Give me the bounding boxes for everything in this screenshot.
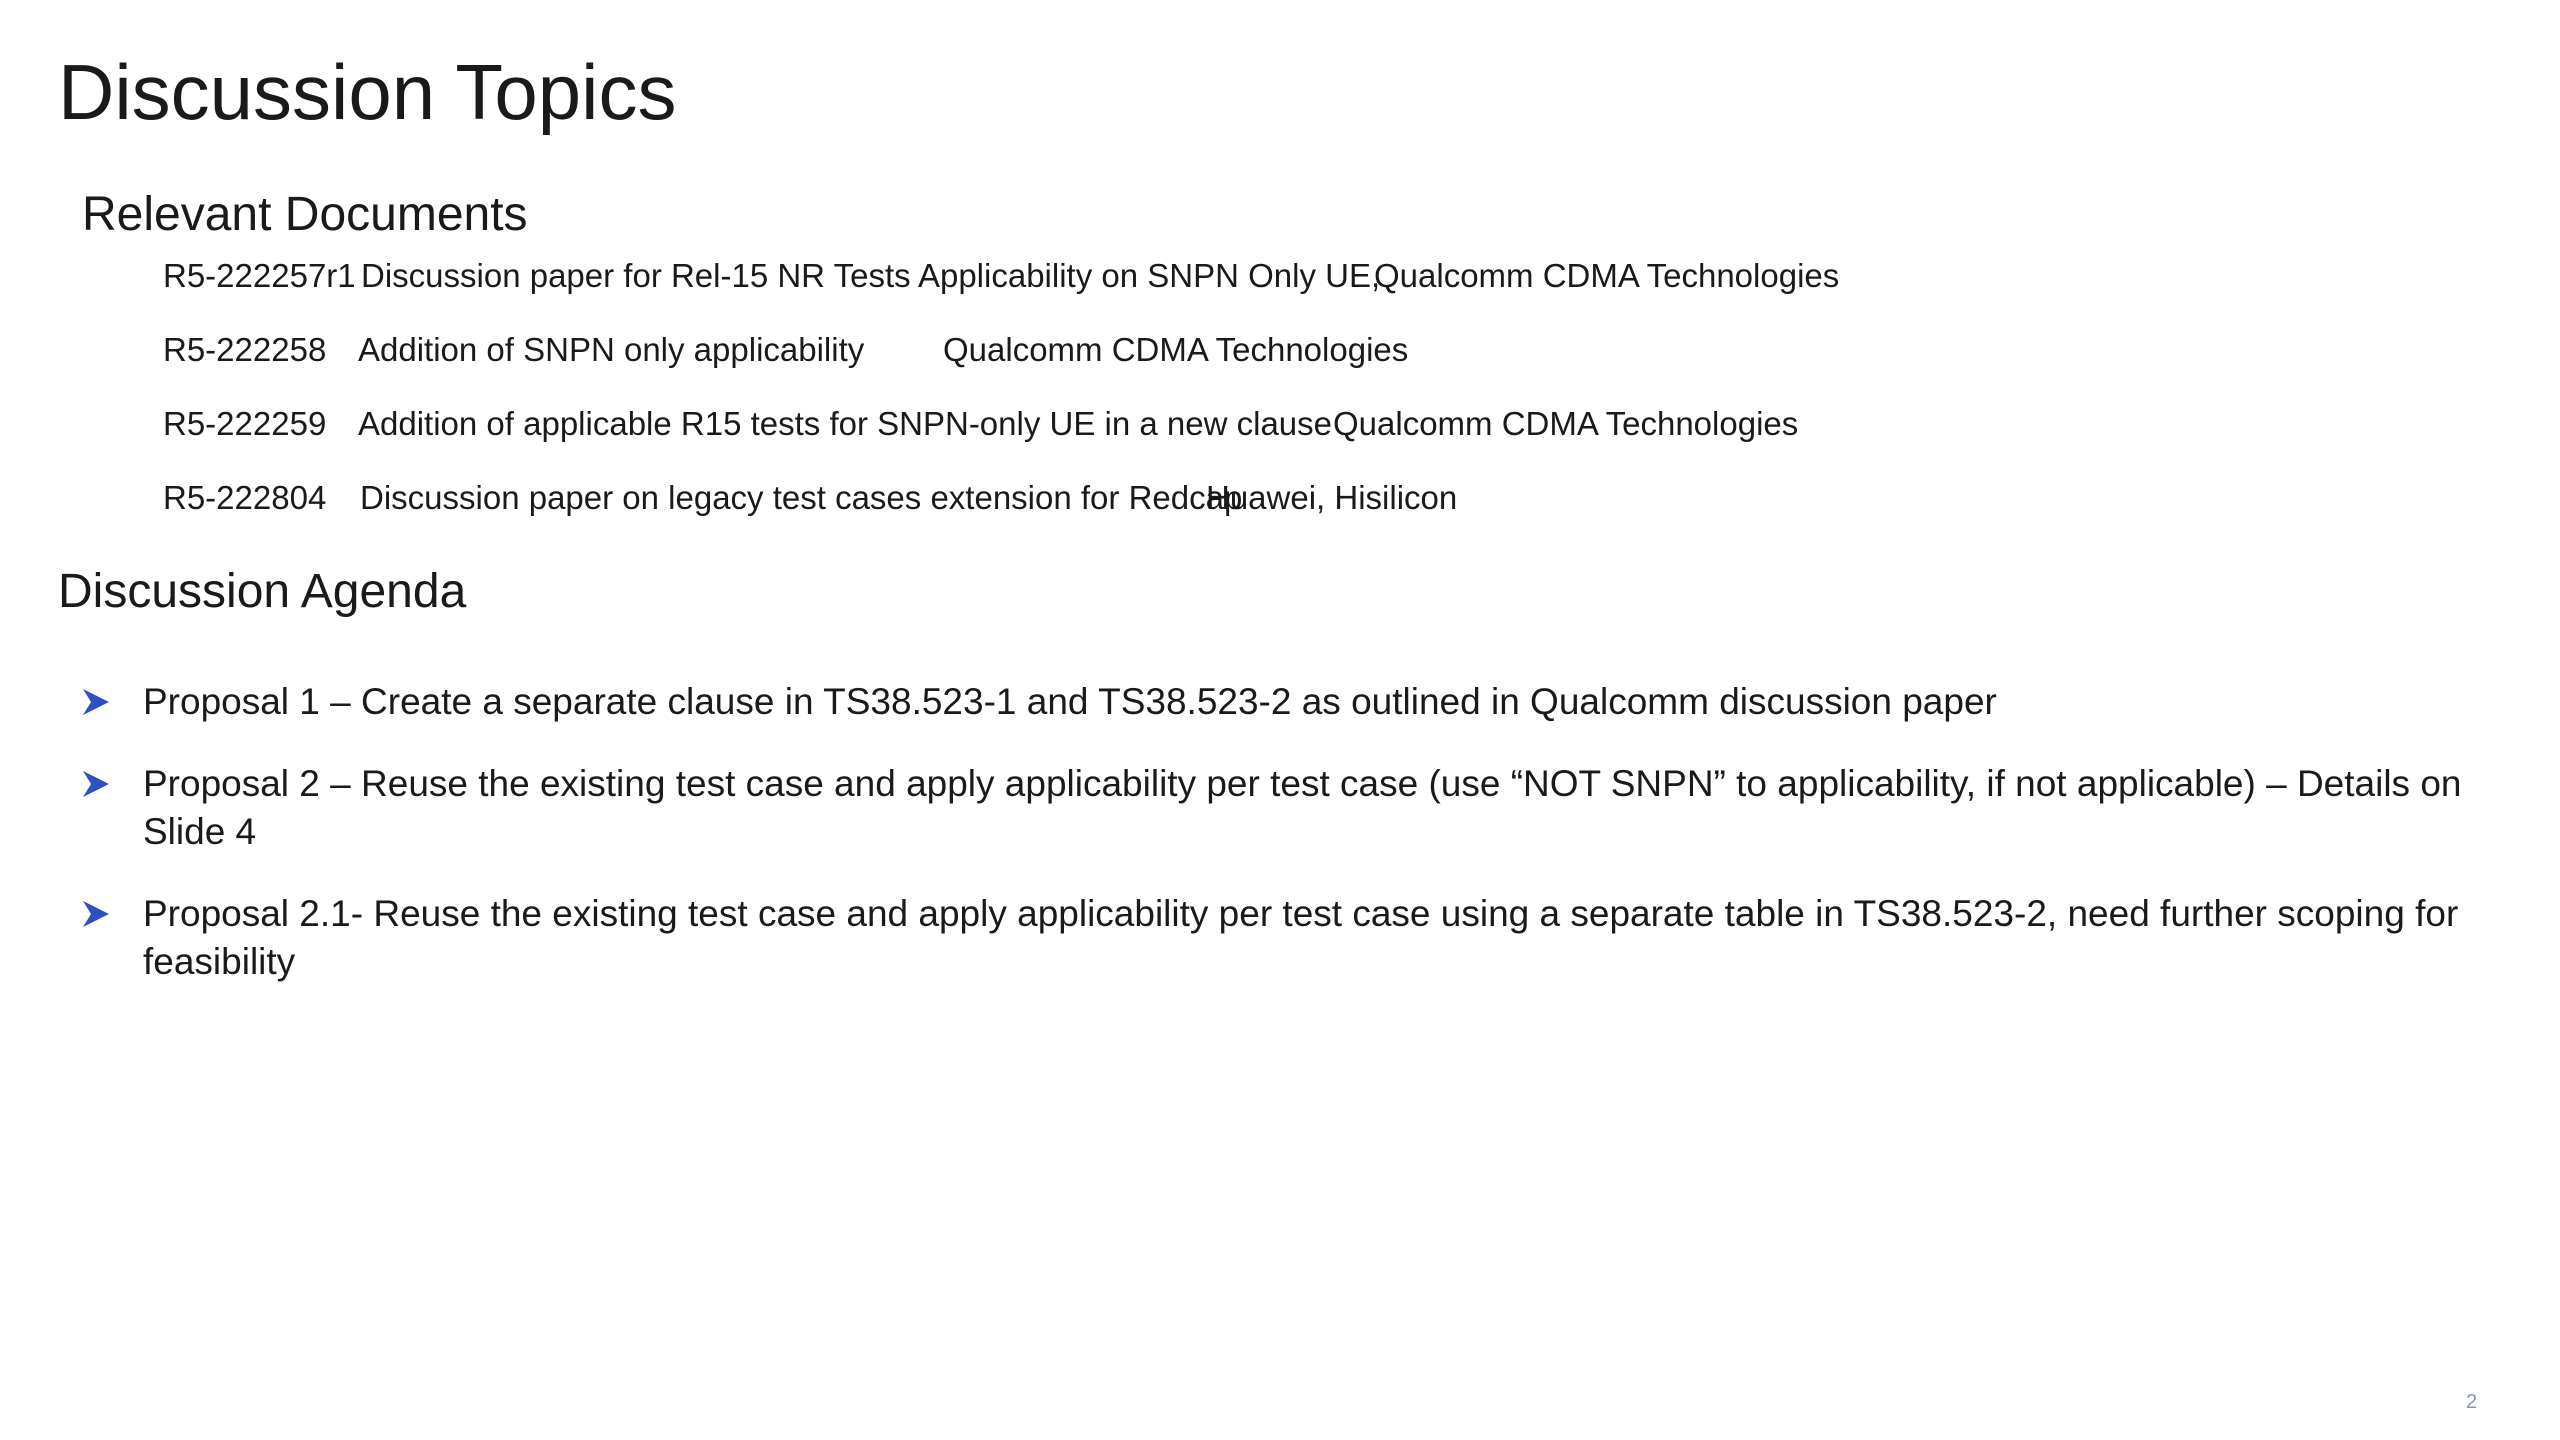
proposal-item: [82, 890, 2482, 986]
document-title: Discussion paper for Rel-15 NR Tests Applicability on SNPN Only UE,: [361, 257, 1381, 294]
document-source: Qualcomm CDMA Technologies: [943, 331, 1409, 368]
proposal-item: [82, 760, 2482, 856]
document-source: Huawei, Hisilicon: [1206, 479, 1458, 516]
document-source: Qualcomm CDMA Technologies: [1333, 405, 1799, 442]
discussion-agenda-heading: Discussion Agenda: [58, 565, 467, 618]
document-id: R5-222257r1: [163, 257, 356, 294]
document-id: R5-222804: [163, 479, 327, 516]
document-source: Qualcomm CDMA Technologies: [1374, 257, 1840, 294]
page-number: 2: [2466, 1391, 2478, 1413]
arrowhead-bullet-icon: [82, 769, 110, 799]
document-title: Discussion paper on legacy test cases extension for Redcap: [360, 479, 1243, 516]
proposal-list: [82, 678, 2482, 1020]
slide-title: Discussion Topics: [58, 48, 677, 136]
proposal-text: Proposal 1 – Create a separate clause in TS38.523-1 and TS38.523-2 as outlined in Qualcomm discussion paper: [143, 681, 1997, 722]
proposal-text: Proposal 2 – Reuse the existing test case and apply applicability per test case (use “NOT SNPN” to applicability, if not applicable) – Details on Slide 4: [143, 763, 2462, 852]
arrowhead-bullet-icon: [82, 687, 110, 717]
proposal-text: Proposal 2.1- Reuse the existing test case and apply applicability per test case using a separate table in TS38.523-2, need further scoping for feasibility: [143, 893, 2459, 982]
proposal-item: [82, 678, 2482, 726]
document-id: R5-222258: [163, 331, 327, 368]
arrowhead-bullet-icon: [82, 899, 110, 929]
document-id: R5-222259: [163, 405, 327, 442]
relevant-documents-heading: Relevant Documents: [82, 188, 528, 241]
document-title: Addition of applicable R15 tests for SNPN-only UE in a new clause: [358, 405, 1332, 442]
document-title: Addition of SNPN only applicability: [358, 331, 865, 368]
